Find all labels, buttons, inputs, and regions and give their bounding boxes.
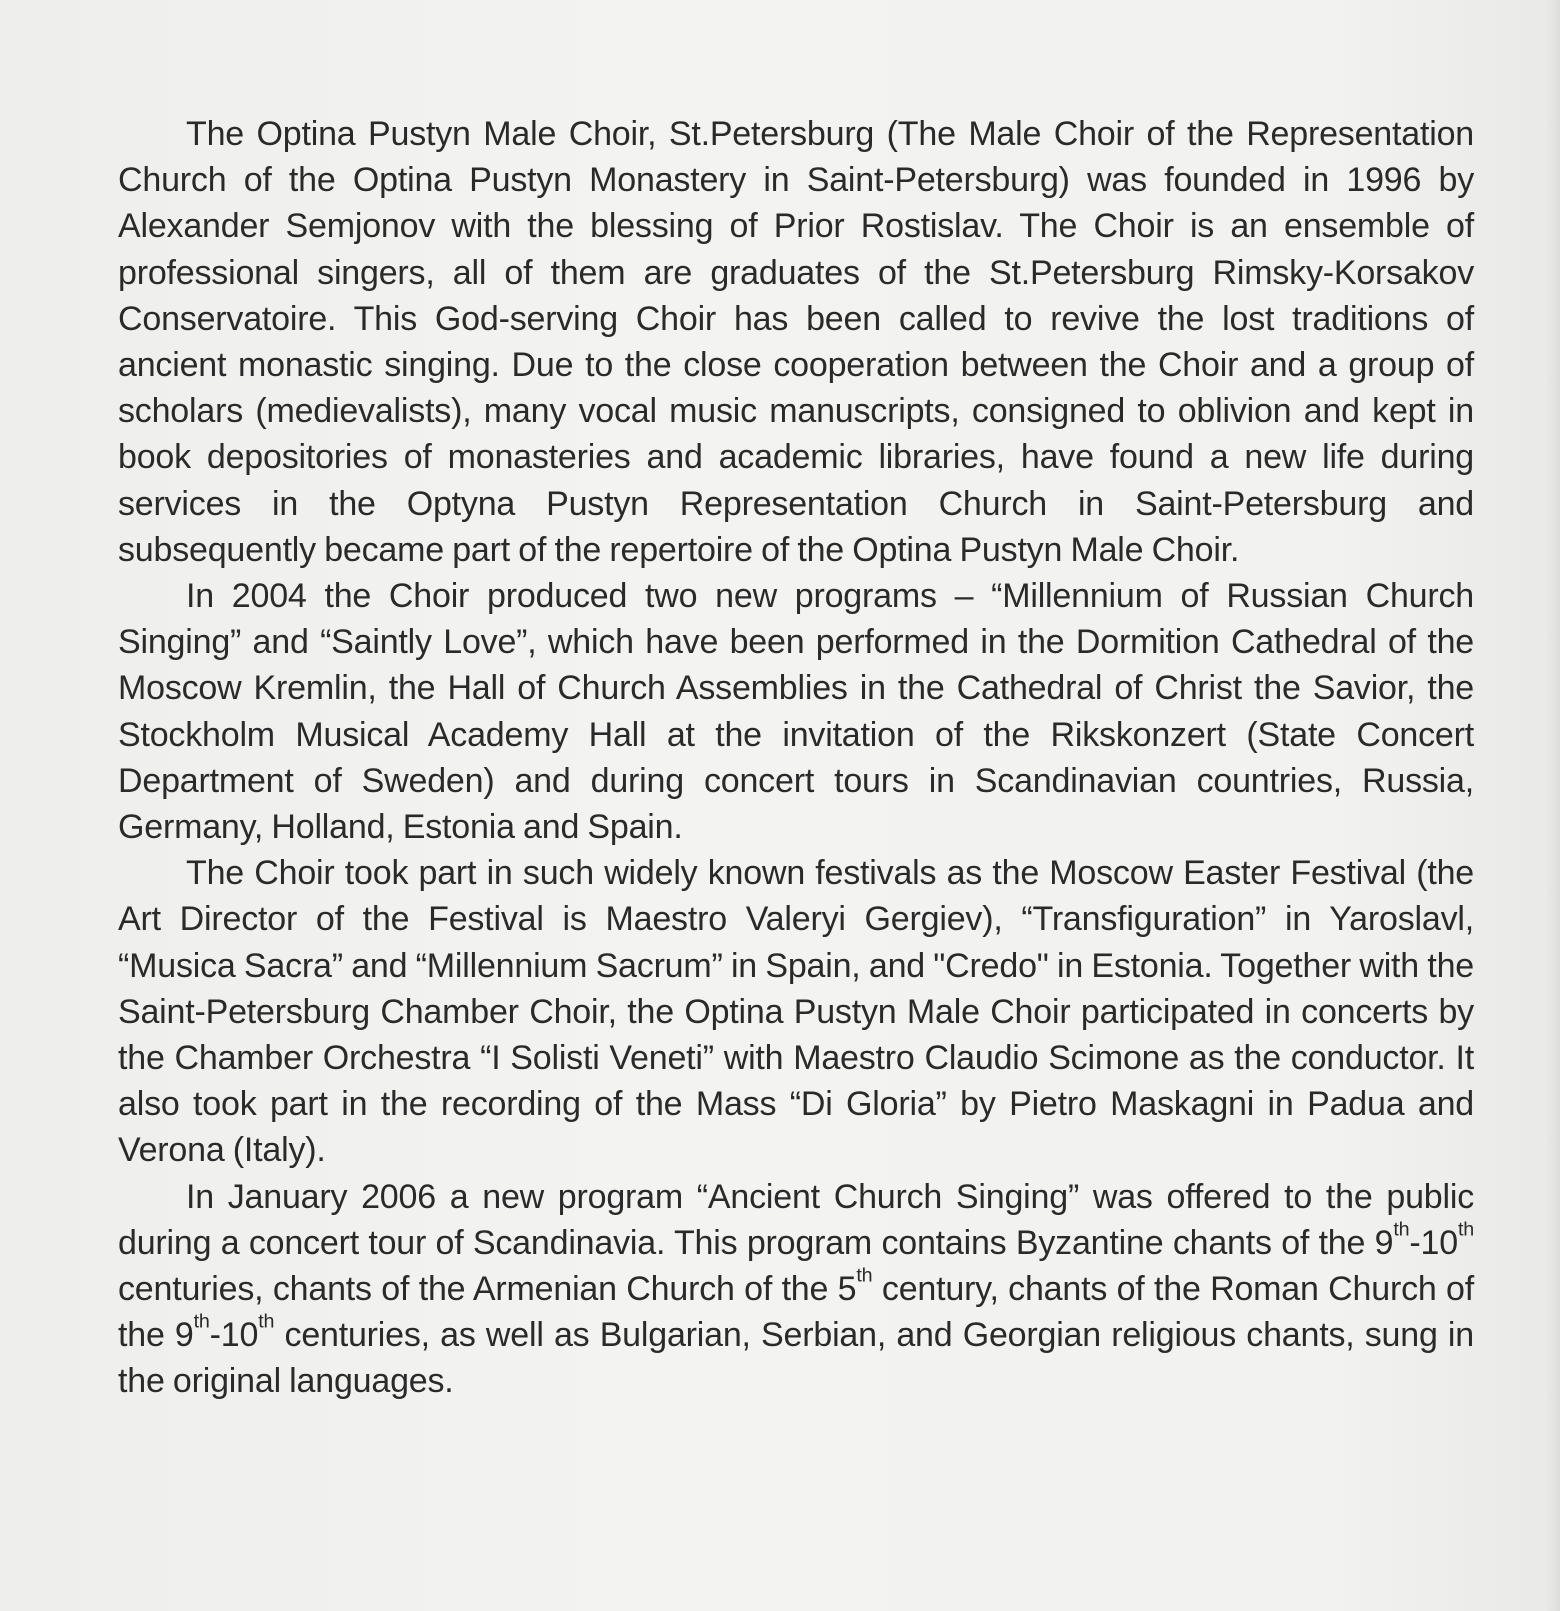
ordinal-superscript: th <box>258 1310 275 1333</box>
paragraph-text: centuries, chants of the Armenian Church of the 5 <box>118 1270 857 1309</box>
paragraph-text: centuries, as well as Bulgarian, Serbian, and Georgian religious chants, sung in the original languages. <box>118 1316 1474 1401</box>
paragraph-text: In 2004 the Choir produced two new programs – “Millennium of Russian Church Singing” and “Saintly Love”, which have been performed in the Dormition Cathedral of the Moscow Kremlin, the Hall of Church Assemblies in the Cathedral of Christ the Savior, the Stockholm Musical Academy Hall at the invitation of the Rikskonzert (State Concert Department of Sweden) and during concert tours in Scandinavian countries, Russia, Germany, Holland, Estonia and Spain. <box>118 577 1474 847</box>
body-text <box>118 111 1474 1405</box>
page-edge-shadow <box>1546 0 1560 1611</box>
paragraph-text: -10 <box>209 1316 259 1355</box>
paragraph-text: The Choir took part in such widely known festivals as the Moscow Easter Festival (the Art Director of the Festival is Maestro Valeryi Gergiev), “Transfiguration” in Yaroslavl, “Musica Sacra” and “Millennium Sacrum” in Spain, and "Credo" in Estonia. Together with the Saint-Petersburg Chamber Choir, the Optina Pustyn Male Choir participated in concerts by the Chamber Orchestra “I Solisti Veneti” with Maestro Claudio Scimone as the conductor. It also took part in the recording of the Mass “Di Gloria” by Pietro Maskagni in Padua and Verona (Italy). <box>118 854 1474 1170</box>
paragraph-festivals <box>118 850 1474 1173</box>
ordinal-superscript: th <box>1393 1218 1410 1241</box>
paragraph-programs-2004 <box>118 573 1474 850</box>
ordinal-superscript: th <box>856 1264 873 1287</box>
ordinal-superscript: th <box>1457 1218 1474 1241</box>
paragraph-text: The Optina Pustyn Male Choir, St.Petersburg (The Male Choir of the Representation Church of the Optina Pustyn Monastery in Saint-Petersburg) was founded in 1996 by Alexander Semjonov with the blessing of Prior Rostislav. The Choir is an ensemble of professional singers, all of them are graduates of the St.Petersburg Rimsky-Korsakov Conservatoire. This God-serving Choir has been called to revive the lost traditions of ancient monastic singing. Due to the close cooperation between the Choir and a group of scholars (medievalists), many vocal music manuscripts, consigned to oblivion and kept in book depositories of monasteries and academic libraries, have found a new life during services in the Optyna Pustyn Representation Church in Saint-Petersburg and subsequently became part of the repertoire of the Optina Pustyn Male Choir. <box>118 115 1474 569</box>
paragraph-text: In January 2006 a new program “Ancient Church Singing” was offered to the public during a concert tour of Scandinavia. This program contains Byzantine chants of the 9 <box>118 1177 1474 1262</box>
paragraph-text: -10 <box>1409 1223 1458 1262</box>
ordinal-superscript: th <box>193 1310 210 1333</box>
paragraph-text: century, chants of the Roman Church of the 9 <box>118 1270 1474 1355</box>
paragraph-program-2006 <box>118 1174 1474 1405</box>
paragraph-founding <box>118 111 1474 573</box>
